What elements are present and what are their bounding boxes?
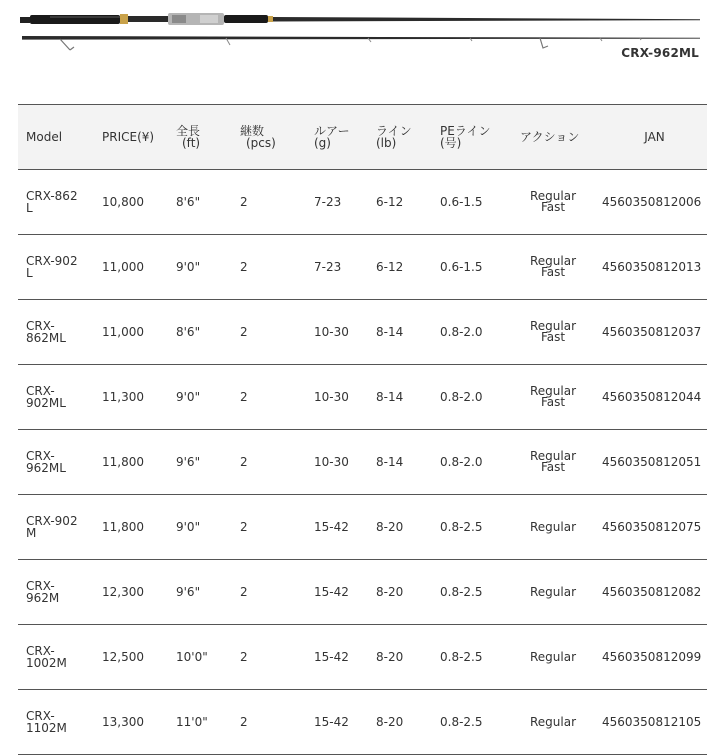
cell-lure: 15-42 (306, 560, 368, 625)
cell-action: Regular Fast (512, 300, 594, 365)
cell-lure: 10-30 (306, 300, 368, 365)
cell-jan: 4560350812075 (594, 495, 707, 560)
header-line: ライン (lb) (368, 105, 432, 170)
rod-model-caption: CRX-962ML (621, 46, 699, 60)
cell-lure: 7-23 (306, 235, 368, 300)
header-pieces: 継数 (pcs) (232, 105, 306, 170)
cell-line: 6-12 (368, 170, 432, 235)
cell-pieces: 2 (232, 300, 306, 365)
cell-length: 9'0" (168, 235, 232, 300)
cell-action: Regular (512, 495, 594, 560)
cell-action: Regular Fast (512, 170, 594, 235)
header-length: 全長 (ft) (168, 105, 232, 170)
cell-pieces: 2 (232, 625, 306, 690)
table-row (18, 430, 707, 495)
cell-jan: 4560350812051 (594, 430, 707, 495)
cell-pe-line: 0.6-1.5 (432, 170, 512, 235)
cell-pieces: 2 (232, 690, 306, 755)
cell-price: 10,800 (94, 170, 168, 235)
cell-jan: 4560350812082 (594, 560, 707, 625)
cell-pe-line: 0.8-2.5 (432, 625, 512, 690)
cell-price: 11,800 (94, 495, 168, 560)
cell-pieces: 2 (232, 170, 306, 235)
cell-price: 11,000 (94, 300, 168, 365)
cell-pieces: 2 (232, 495, 306, 560)
cell-lure: 7-23 (306, 170, 368, 235)
cell-action: Regular (512, 560, 594, 625)
cell-length: 9'0" (168, 365, 232, 430)
cell-price: 13,300 (94, 690, 168, 755)
cell-pe-line: 0.8-2.5 (432, 690, 512, 755)
table-row (18, 300, 707, 365)
cell-model: CRX- 962M (18, 560, 94, 625)
cell-pieces: 2 (232, 560, 306, 625)
cell-jan: 4560350812013 (594, 235, 707, 300)
cell-line: 6-12 (368, 235, 432, 300)
cell-pe-line: 0.8-2.0 (432, 365, 512, 430)
cell-price: 11,000 (94, 235, 168, 300)
cell-model: CRX- 902ML (18, 365, 94, 430)
cell-line: 8-14 (368, 300, 432, 365)
header-model: Model (18, 105, 94, 170)
cell-lure: 15-42 (306, 495, 368, 560)
cell-length: 10'0" (168, 625, 232, 690)
rod-product-image (0, 0, 709, 100)
cell-price: 12,300 (94, 560, 168, 625)
table-row (18, 170, 707, 235)
cell-pe-line: 0.6-1.5 (432, 235, 512, 300)
table-row (18, 495, 707, 560)
cell-model: CRX-902 L (18, 235, 94, 300)
header-action: アクション (512, 105, 594, 170)
cell-pieces: 2 (232, 365, 306, 430)
cell-model: CRX-862 L (18, 170, 94, 235)
header-price: PRICE(¥) (94, 105, 168, 170)
cell-lure: 10-30 (306, 430, 368, 495)
cell-model: CRX- 862ML (18, 300, 94, 365)
header-jan: JAN (594, 105, 707, 170)
cell-action: Regular Fast (512, 365, 594, 430)
cell-price: 12,500 (94, 625, 168, 690)
cell-model: CRX- 962ML (18, 430, 94, 495)
cell-jan: 4560350812037 (594, 300, 707, 365)
header-row (18, 105, 707, 170)
fishing-rod-icon (0, 0, 709, 100)
spec-table (18, 104, 707, 755)
cell-action: Regular Fast (512, 235, 594, 300)
cell-action: Regular (512, 690, 594, 755)
cell-length: 11'0" (168, 690, 232, 755)
cell-line: 8-20 (368, 560, 432, 625)
cell-line: 8-14 (368, 430, 432, 495)
cell-pe-line: 0.8-2.0 (432, 300, 512, 365)
cell-price: 11,800 (94, 430, 168, 495)
cell-model: CRX-902 M (18, 495, 94, 560)
table-row (18, 235, 707, 300)
cell-line: 8-20 (368, 625, 432, 690)
table-row (18, 365, 707, 430)
cell-model: CRX- 1002M (18, 625, 94, 690)
cell-jan: 4560350812006 (594, 170, 707, 235)
cell-action: Regular (512, 625, 594, 690)
cell-lure: 15-42 (306, 690, 368, 755)
cell-line: 8-20 (368, 495, 432, 560)
cell-lure: 15-42 (306, 625, 368, 690)
cell-pe-line: 0.8-2.5 (432, 560, 512, 625)
cell-pieces: 2 (232, 235, 306, 300)
cell-length: 8'6" (168, 170, 232, 235)
cell-length: 9'0" (168, 495, 232, 560)
cell-jan: 4560350812099 (594, 625, 707, 690)
cell-jan: 4560350812044 (594, 365, 707, 430)
cell-lure: 10-30 (306, 365, 368, 430)
cell-length: 9'6" (168, 560, 232, 625)
cell-length: 9'6" (168, 430, 232, 495)
cell-pieces: 2 (232, 430, 306, 495)
cell-pe-line: 0.8-2.0 (432, 430, 512, 495)
cell-pe-line: 0.8-2.5 (432, 495, 512, 560)
table-row (18, 560, 707, 625)
cell-action: Regular Fast (512, 430, 594, 495)
table-row (18, 625, 707, 690)
header-pe-line: PEライン (号) (432, 105, 512, 170)
cell-line: 8-14 (368, 365, 432, 430)
table-row (18, 690, 707, 755)
cell-jan: 4560350812105 (594, 690, 707, 755)
cell-line: 8-20 (368, 690, 432, 755)
cell-model: CRX- 1102M (18, 690, 94, 755)
cell-length: 8'6" (168, 300, 232, 365)
header-lure: ルアー (g) (306, 105, 368, 170)
cell-price: 11,300 (94, 365, 168, 430)
